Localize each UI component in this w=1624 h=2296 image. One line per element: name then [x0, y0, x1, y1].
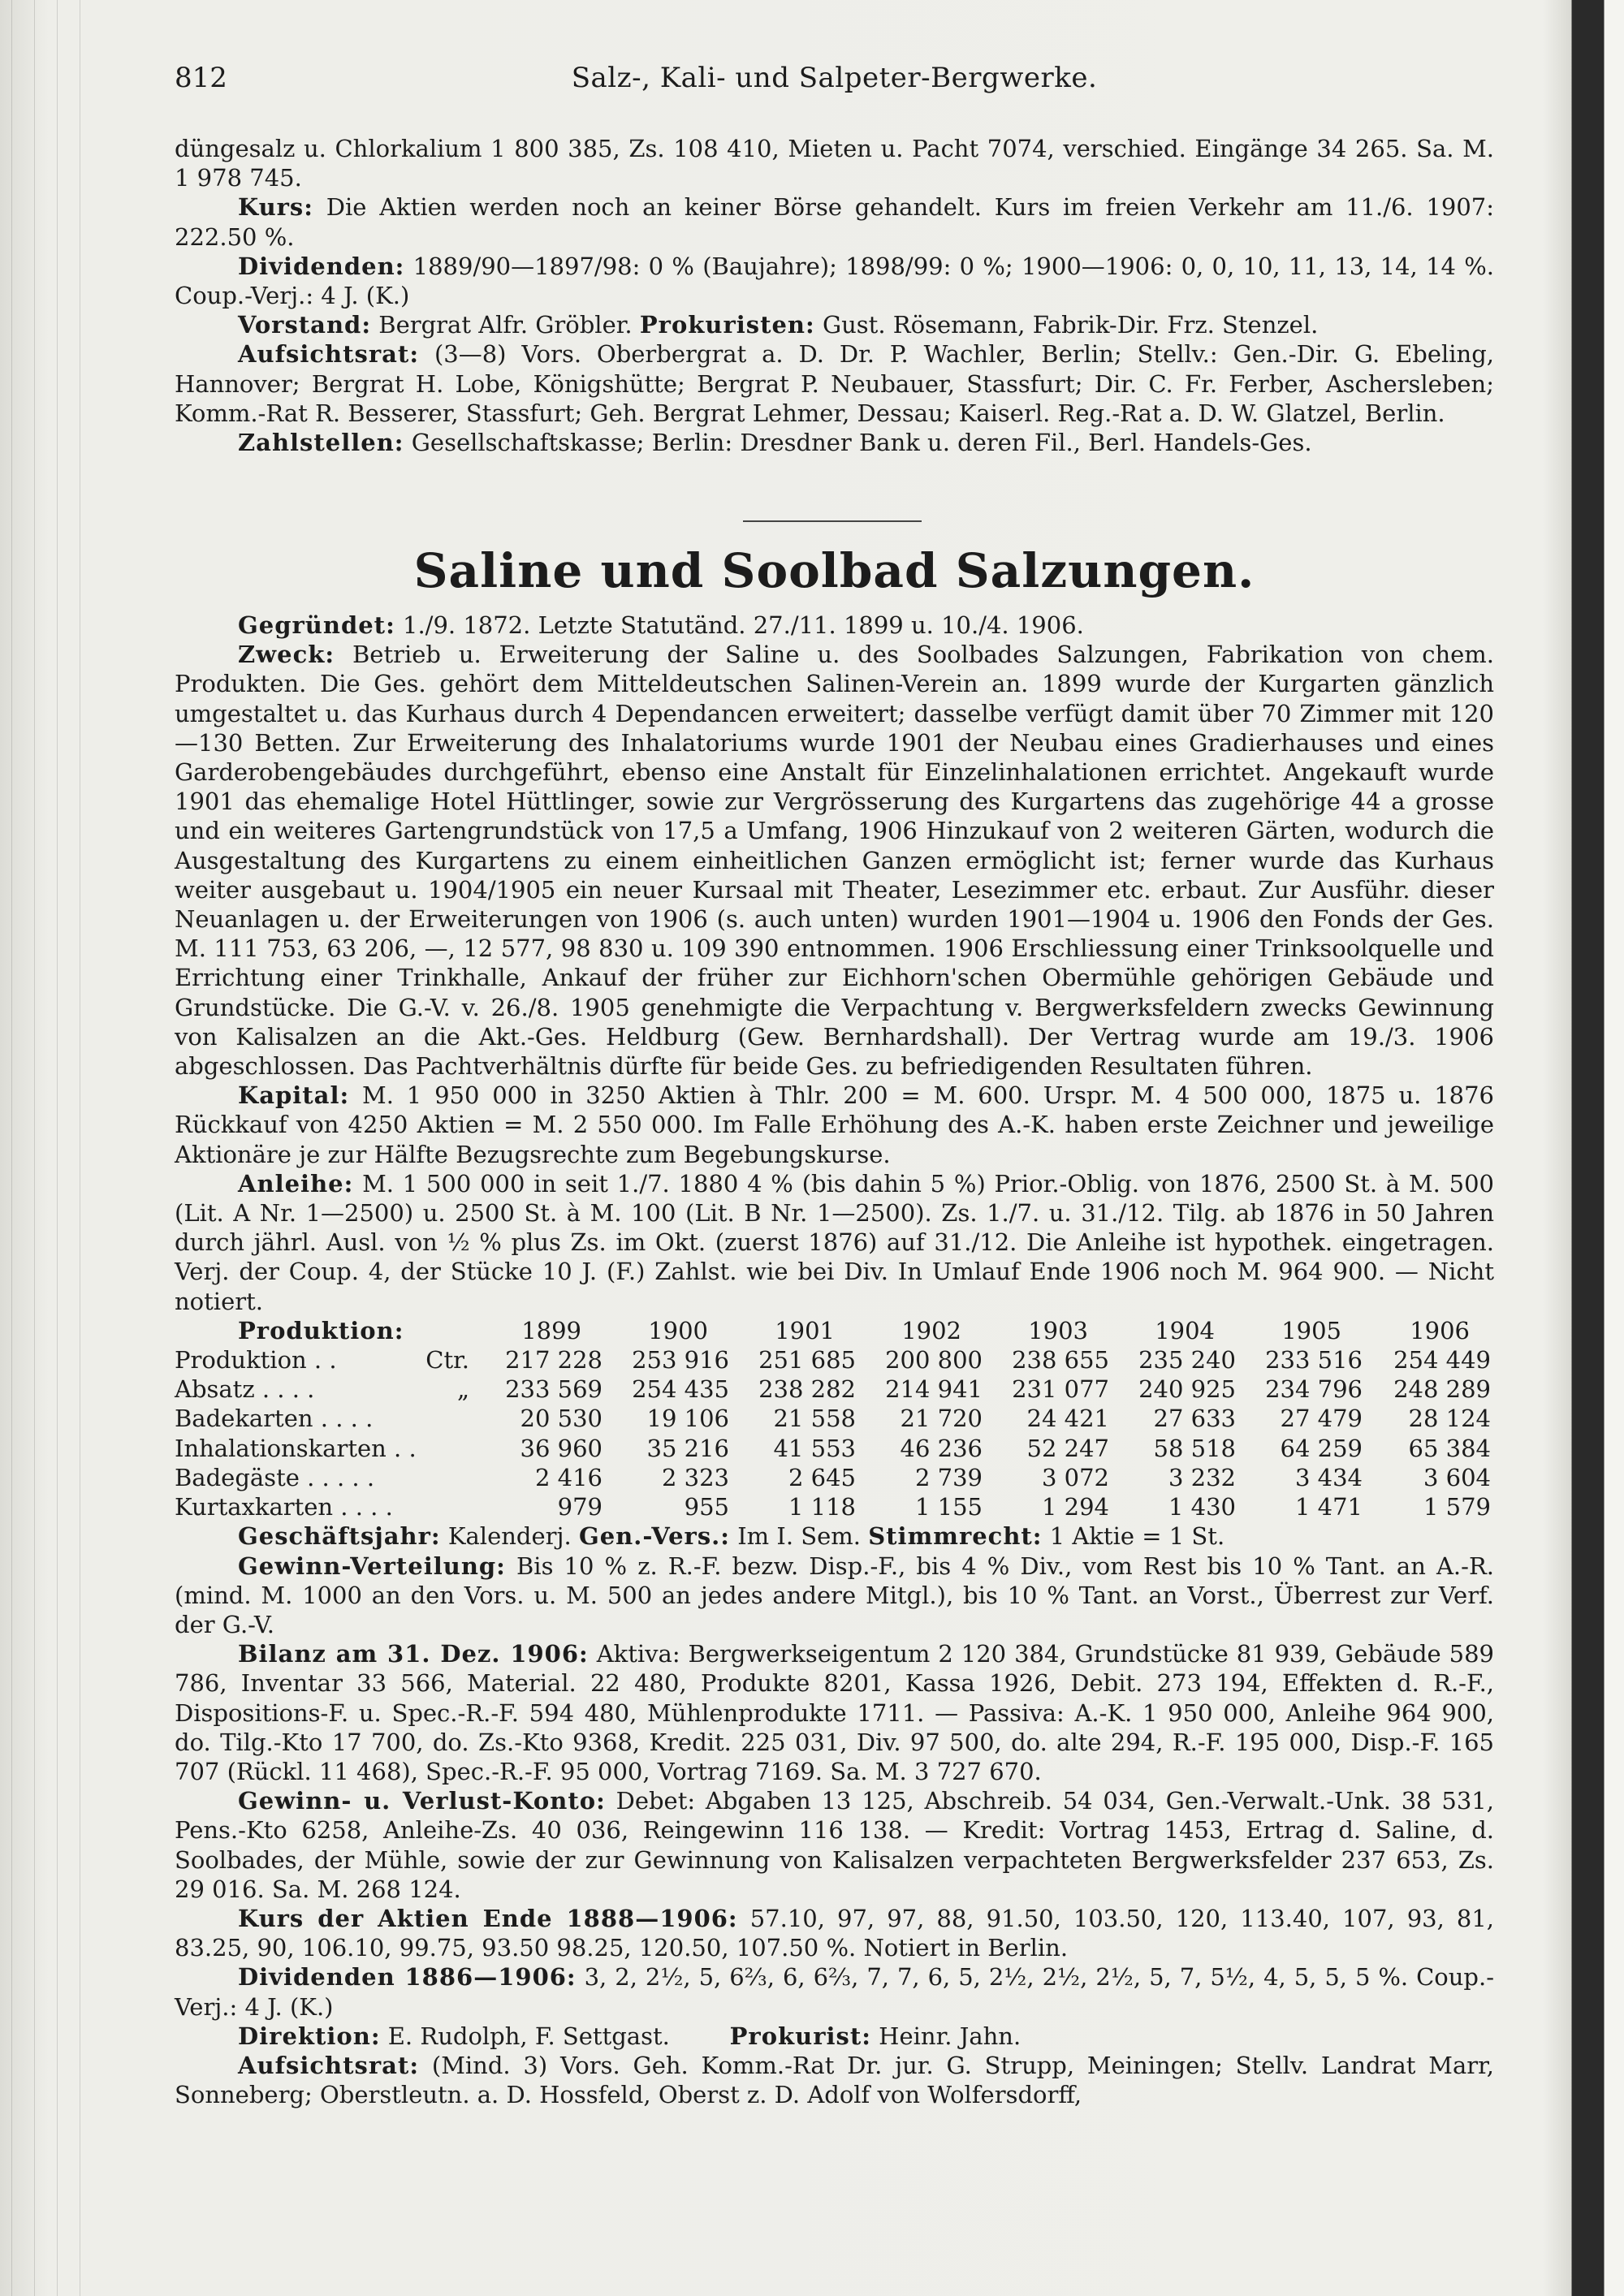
row-value: 238 655 — [1012, 1346, 1109, 1375]
row-value: 2 323 — [661, 1463, 729, 1491]
row-value: 3 434 — [1294, 1463, 1363, 1491]
dividenden-paragraph — [175, 252, 1494, 310]
direktion-paragraph — [175, 2022, 1494, 2051]
company-aufsichtsrat-paragraph — [175, 2051, 1494, 2109]
kurs-aktien-paragraph — [175, 1904, 1494, 1962]
produktion-row — [175, 1404, 1494, 1433]
guv-label: Gewinn- u. Verlust-Konto: — [238, 1787, 606, 1815]
row-unit: Ctr. — [425, 1346, 469, 1375]
row-value: 3 604 — [1423, 1463, 1491, 1491]
kurs-aktien-label: Kurs der Aktien Ende 1888—1906: — [238, 1904, 738, 1932]
row-value: 36 960 — [520, 1434, 603, 1462]
row-value: 24 421 — [1026, 1405, 1109, 1433]
row-value: 58 518 — [1153, 1434, 1236, 1462]
prokurist-text: Heinr. Jahn. — [879, 2022, 1021, 2050]
dividenden-history-label: Dividenden 1886—1906: — [238, 1963, 577, 1992]
row-value: 254 435 — [632, 1375, 729, 1404]
row-value: 233 516 — [1265, 1346, 1363, 1375]
guv-paragraph — [175, 1786, 1494, 1904]
zweck-paragraph — [175, 640, 1494, 1081]
guv-text: Debet: Abgaben 13 125, Abschreib. 54 034, Gen.-Verwalt.-Unk. 38 531, Pens.-Kto 6258, Anleihe-Zs. 40 036, Reingewinn 116 138. — Kredit: Vortrag 1453, Ertrag d. Saline, d. Soolbades, der Mühle, sowie der zur Gewinnung von Kalisalzen verpachteten Bergwerksfelder 237 653, Zs. 29 016. Sa. M. 268 124. — [175, 1787, 1494, 1903]
row-value: 233 569 — [505, 1375, 603, 1404]
anleihe-label: Anleihe: — [238, 1169, 354, 1198]
kurs-label: Kurs: — [238, 193, 313, 222]
aufsichtsrat-paragraph — [175, 339, 1494, 428]
row-value: 27 633 — [1153, 1405, 1236, 1433]
row-value: 46 236 — [900, 1434, 983, 1462]
row-value: 979 — [557, 1493, 603, 1521]
produktion-table — [175, 1316, 1494, 1521]
running-title: Salz-, Kali- und Salpeter-Bergwerke. — [571, 62, 1098, 94]
row-unit — [374, 1404, 479, 1433]
year-header: 1906 — [1410, 1316, 1470, 1344]
row-value: 955 — [684, 1493, 729, 1521]
direktion-text: E. Rudolph, F. Settgast. — [387, 2022, 670, 2050]
row-value: 1 579 — [1423, 1493, 1491, 1521]
zweck-label: Zweck: — [238, 641, 335, 669]
zweck-text: Betrieb u. Erweiterung der Saline u. des Soolbades Salzungen, Fabrikation von chem. Produkten. Die Ges. gehört dem Mitteldeutschen Salinen-Verein an. 1899 wurde der Kurgarten gänzlich umgestaltet u. das Kurhaus durch 4 Dependancen erweitert; dasselbe verfügt damit über 70 Zimmer mit 120—130 Betten. Zur Erweiterung des Inhalatoriums wurde 1901 der Neubau eines Gradierhauses und eines Garderobengebäudes durchgeführt, ebenso eine Anstalt für Einzelinhalationen errichtet. Angekauft wurde 1901 das ehemalige Hotel Hüttlinger, sowie zur Vergrösserung des Kurgartens das zugehörige 44 a grosse und ein weiteres Gartengrundstück von 17,5 a Umfang, 1906 Hinzukauf von 2 weiteren Gärten, wodurch die Ausgestaltung des Kurgartens zu einem einheitlichen Ganzen ermöglicht ist; ferner wurde das Kurhaus weiter ausgebaut u. 1904/1905 ein neuer Kursaal mit Theater, Lesezimmer etc. erbaut. Zur Ausführ. dieser Neuanlagen u. der Erweiterungen von 1906 (s. auch unten) wurden 1901—1904 u. 1906 den Fonds der Ges. M. 111 753, 63 206, —, 12 577, 98 830 u. 109 390 entnommen. 1906 Erschliessung einer Trinksoolquelle und Errichtung einer Trinkhalle, Ankauf der früher zur Eichhorn'schen Obermühle gehörigen Gebäude und Grundstücke. Die G.-V. v. 26./8. 1905 genehmigte die Verpachtung v. Bergwerksfeldern zwecks Gewinnung von Kalisalzen an die Akt.-Ges. Heldburg (Gew. Bernhardshall). Der Vertrag wurde am 19./3. 1906 abgeschlossen. Das Pachtverhältnis dürfte für beide Ges. zu befriedigenden Resultaten führen. — [175, 641, 1495, 1081]
row-value: 1 155 — [914, 1493, 983, 1521]
gegruendet-paragraph — [175, 611, 1494, 640]
gegruendet-text: 1./9. 1872. Letzte Statutänd. 27./11. 1899 u. 10./4. 1906. — [403, 611, 1084, 639]
vorstand-paragraph — [175, 310, 1494, 339]
prokuristen-label: Prokuristen: — [639, 311, 815, 339]
company-entry — [175, 611, 1494, 2109]
year-header: 1904 — [1155, 1316, 1215, 1344]
row-value: 27 479 — [1280, 1405, 1363, 1433]
row-value: 231 077 — [1012, 1375, 1109, 1404]
year-header: 1905 — [1281, 1316, 1341, 1344]
section-divider — [743, 520, 922, 522]
produktion-row — [175, 1375, 1494, 1404]
stimmrecht-text: 1 Aktie = 1 St. — [1049, 1522, 1225, 1551]
zahlstellen-paragraph — [175, 428, 1494, 457]
produktion-row — [175, 1492, 1494, 1521]
dividenden-label: Dividenden: — [238, 252, 405, 280]
kapital-paragraph — [175, 1081, 1494, 1169]
produktion-row — [175, 1463, 1494, 1492]
row-value: 200 800 — [885, 1346, 983, 1375]
row-value: 65 384 — [1408, 1434, 1491, 1462]
row-value: 235 240 — [1138, 1346, 1236, 1375]
row-value: 52 247 — [1026, 1434, 1109, 1462]
bilanz-label: Bilanz am 31. Dez. 1906: — [238, 1640, 589, 1668]
row-value: 2 416 — [534, 1463, 603, 1491]
row-value: 21 558 — [773, 1405, 856, 1433]
gewinnverteilung-text: Bis 10 % z. R.-F. bezw. Disp.-F., bis 4 % Div., vom Rest bis 10 % Tant. an A.-R. (mind. M. 1000 an den Vors. u. M. 500 an jedes andere Mitgl.), bis 10 % Tant. an Vorst., Überrest zur Verf. der G.-V. — [175, 1552, 1494, 1638]
vorstand-label: Vorstand: — [238, 311, 372, 339]
produktion-label: Produktion: — [238, 1316, 404, 1344]
prokurist-label: Prokurist: — [729, 2022, 871, 2050]
gewinnverteilung-label: Gewinn-Verteilung: — [238, 1552, 506, 1580]
row-value: 20 530 — [520, 1405, 603, 1433]
row-value: 19 106 — [646, 1405, 729, 1433]
row-value: 234 796 — [1265, 1375, 1363, 1404]
dividenden-history-paragraph — [175, 1962, 1494, 2021]
aufsichtsrat-label: Aufsichtsrat: — [238, 340, 420, 369]
row-value: 41 553 — [773, 1434, 856, 1462]
row-value: 21 720 — [900, 1405, 983, 1433]
row-value: 1 471 — [1294, 1493, 1363, 1521]
genvers-label: Gen.-Vers.: — [578, 1522, 730, 1551]
vorstand-text: Bergrat Alfr. Gröbler. — [378, 311, 633, 339]
anleihe-text: M. 1 500 000 in seit 1./7. 1880 4 % (bis dahin 5 %) Prior.-Oblig. von 1876, 2500 St. à M. 500 (Lit. A Nr. 1—2500) u. 2500 St. à M. 100 (Lit. B Nr. 1—2500). Zs. 1./7. u. 31./12. Tilg. ab 1876 in 50 Jahren durch jährl. Ausl. von ½ % plus Zs. im Okt. (zuerst 1876) auf 31./12. Die Anleihe ist hypothek. eingetragen. Verj. der Coup. 4, der Stücke 10 J. (F.) Zahlst. wie bei Div. In Umlauf Ende 1906 noch M. 964 900. — Nicht notiert. — [175, 1169, 1494, 1315]
bilanz-text: Aktiva: Bergwerkseigentum 2 120 384, Grundstücke 81 939, Gebäude 589 786, Inventar 33 566, Material. 22 480, Produkte 8201, Kassa 1926, Debit. 273 194, Effekten d. R.-F., Dispositions-F. u. Spec.-R.-F. 594 480, Mühlenprodukte 1711. — Passiva: A.-K. 1 950 000, Anleihe 964 900, do. Tilg.-Kto 17 700, do. Zs.-Kto 9368, Kredit. 225 031, Div. 97 500, do. alte 294, R.-F. 195 000, Disp.-F. 165 707 (Rückl. 11 468), Spec.-R.-F. 95 000, Vortrag 7169. Sa. M. 3 727 670. — [175, 1640, 1494, 1785]
row-value: 248 289 — [1393, 1375, 1491, 1404]
row-label: Absatz . . . . — [175, 1375, 315, 1404]
produktion-label-cell — [175, 1316, 479, 1345]
prokuristen-text: Gust. Rösemann, Fabrik-Dir. Frz. Stenzel. — [822, 311, 1319, 339]
produktion-header-row — [175, 1316, 1494, 1345]
row-value: 1 118 — [788, 1493, 856, 1521]
kapital-text: M. 1 950 000 in 3250 Aktien à Thlr. 200 = M. 600. Urspr. M. 4 500 000, 1875 u. 1876 Rückkauf von 4250 Aktien = M. 2 550 000. Im Falle Erhöhung des A.-K. haben erste Zeichner und jeweilige Aktionäre je zur Hälfte Bezugsrechte zum Begebungskurse. — [175, 1081, 1495, 1168]
row-value: 2 739 — [914, 1463, 983, 1491]
row-value: 254 449 — [1393, 1346, 1491, 1375]
row-value: 64 259 — [1280, 1434, 1363, 1462]
direktion-label: Direktion: — [238, 2022, 381, 2050]
year-header: 1901 — [775, 1316, 835, 1344]
dividenden-text: 1889/90—1897/98: 0 % (Baujahre); 1898/99: 0 %; 1900—1906: 0, 0, 10, 11, 13, 14, 14 %. Coup.-Verj.: 4 J. (K.) — [175, 252, 1494, 310]
row-value: 214 941 — [885, 1375, 983, 1404]
row-label: Kurtaxkarten . . . . — [175, 1493, 393, 1521]
row-value: 1 294 — [1041, 1493, 1109, 1521]
row-value: 28 124 — [1408, 1405, 1491, 1433]
aufsichtsrat-text: (3—8) Vors. Oberbergrat a. D. Dr. P. Wachler, Berlin; Stellv.: Gen.-Dir. G. Ebeling, Hannover; Bergrat H. Lobe, Königshütte; Bergrat P. Neubauer, Stassfurt; Dir. C. Fr. Ferber, Aschersleben; Komm.-Rat R. Besserer, Stassfurt; Geh. Bergrat Lehmer, Dessau; Kaiserl. Reg.-Rat a. D. W. Glatzel, Berlin. — [175, 340, 1494, 427]
zahlstellen-label: Zahlstellen: — [238, 429, 404, 457]
year-header: 1899 — [521, 1316, 581, 1344]
year-header: 1900 — [648, 1316, 708, 1344]
gegruendet-label: Gegründet: — [238, 611, 395, 639]
company-title: Saline und Soolbad Salzungen. — [413, 543, 1255, 598]
row-label: Badegäste . . . . . — [175, 1463, 375, 1491]
company-aufsichtsrat-label: Aufsichtsrat: — [238, 2051, 420, 2079]
geschaeftsjahr-label: Geschäftsjahr: — [238, 1522, 441, 1551]
kurs-paragraph — [175, 192, 1494, 251]
page-number: 812 — [175, 62, 227, 94]
produktion-table-body — [175, 1316, 1494, 1521]
row-label: Inhalationskarten . . — [175, 1434, 417, 1462]
row-value: 1 430 — [1168, 1493, 1236, 1521]
page-header — [175, 63, 1494, 104]
year-header: 1903 — [1028, 1316, 1088, 1344]
row-value: 253 916 — [632, 1346, 729, 1375]
row-unit — [374, 1463, 479, 1492]
row-unit: „ — [456, 1375, 469, 1404]
zahlstellen-text: Gesellschaftskasse; Berlin: Dresdner Bank u. deren Fil., Berl. Handels-Ges. — [411, 429, 1312, 457]
anleihe-paragraph — [175, 1169, 1494, 1316]
kapital-label: Kapital: — [238, 1081, 350, 1110]
geschaeftsjahr-text: Kalenderj. — [447, 1522, 572, 1551]
produktion-row — [175, 1434, 1494, 1463]
row-value: 251 685 — [758, 1346, 856, 1375]
genvers-text: Im I. Sem. — [737, 1522, 861, 1551]
year-header: 1902 — [901, 1316, 961, 1344]
row-value: 35 216 — [646, 1434, 729, 1462]
kurs-text: Die Aktien werden noch an keiner Börse gehandelt. Kurs im freien Verkehr am 11./6. 1907: 222.50 %. — [175, 193, 1494, 251]
row-value: 3 072 — [1041, 1463, 1109, 1491]
row-value: 217 228 — [505, 1346, 603, 1375]
row-value: 3 232 — [1168, 1463, 1236, 1491]
bilanz-paragraph — [175, 1639, 1494, 1786]
kurs-aktien-text: 57.10, 97, 97, 88, 91.50, 103.50, 120, 113.40, 107, 93, 81, 83.25, 90, 106.10, 99.75, 93.50 98.25, 120.50, 107.50 %. Notiert in Berlin. — [175, 1904, 1494, 1962]
gewinnverteilung-paragraph — [175, 1552, 1494, 1640]
dividenden-history-text: 3, 2, 2½, 5, 6⅔, 6, 6⅔, 7, 7, 6, 5, 2½, 2½, 2½, 5, 7, 5½, 4, 5, 5, 5 %. Coup.-Verj.: 4 J. (K.) — [175, 1963, 1495, 2021]
revenue-line: düngesalz u. Chlorkalium 1 800 385, Zs. 108 410, Mieten u. Pacht 7074, verschied. Eingänge 34 265. Sa. M. 1 978 745. — [175, 135, 1494, 192]
binding-edge — [0, 0, 81, 2296]
previous-company-tail — [175, 134, 1494, 457]
row-value: 238 282 — [758, 1375, 856, 1404]
row-label: Badekarten . . . . — [175, 1405, 374, 1433]
produktion-row — [175, 1345, 1494, 1375]
row-value: 2 645 — [788, 1463, 856, 1491]
company-aufsichtsrat-text: (Mind. 3) Vors. Geh. Komm.-Rat Dr. jur. G. Strupp, Meiningen; Stellv. Landrat Marr, Sonneberg; Oberstleutn. a. D. Hossfeld, Oberst z. D. Adolf von Wolfersdorff, — [175, 2051, 1495, 2109]
row-value: 240 925 — [1138, 1375, 1236, 1404]
row-label: Produktion . . — [175, 1346, 337, 1375]
geschaeftsjahr-paragraph — [175, 1521, 1494, 1551]
stimmrecht-label: Stimmrecht: — [868, 1522, 1043, 1551]
